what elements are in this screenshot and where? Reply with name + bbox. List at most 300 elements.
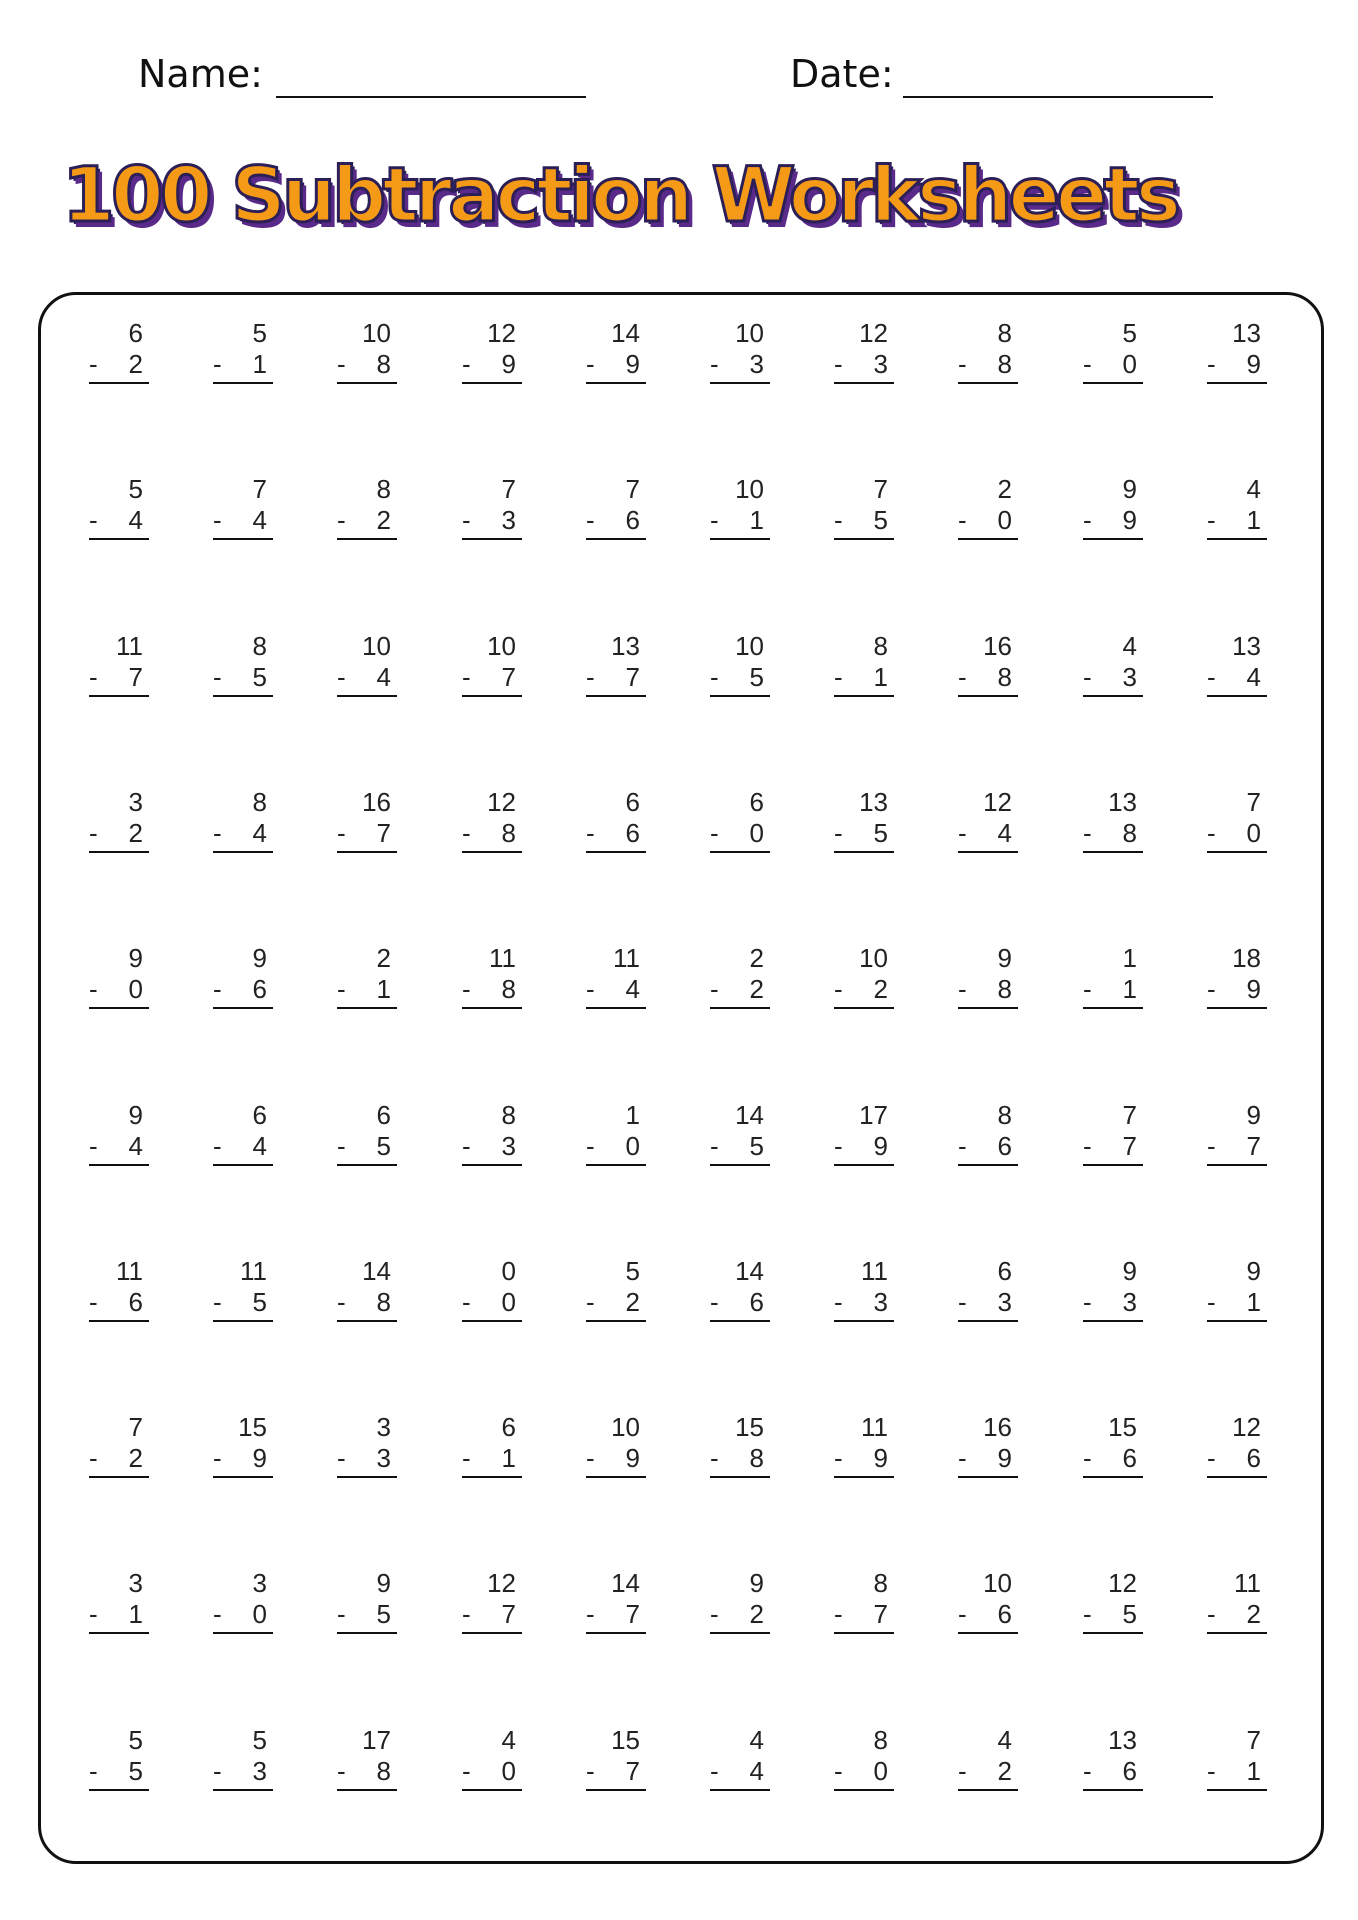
minuend: 7 [1246,1725,1261,1755]
subtrahend-row [213,1131,273,1166]
subtrahend-row [834,1443,894,1478]
minus-sign: - [710,662,719,692]
subtrahend-row [958,1287,1018,1322]
minuend: 9 [1122,474,1137,504]
minus-sign: - [337,1756,346,1786]
subtrahend-row [586,662,646,697]
minuend: 14 [735,1100,764,1130]
minuend: 7 [625,474,640,504]
subtraction-problem [710,631,770,697]
subtrahend: 8 [376,1756,391,1786]
subtrahend-row [1083,974,1143,1009]
subtrahend-row [834,1756,894,1791]
minus-sign: - [1207,505,1216,535]
minus-sign: - [462,974,471,1004]
minus-sign: - [1207,1443,1216,1473]
subtraction-problem [462,1100,522,1166]
subtrahend: 0 [252,1599,267,1629]
subtrahend: 0 [501,1287,516,1317]
date-blank-line[interactable] [903,96,1213,98]
subtrahend-row [462,1287,522,1322]
subtraction-problem [834,631,894,697]
subtraction-problem [834,1568,894,1634]
subtraction-problem [89,943,149,1009]
minuend: 9 [1246,1100,1261,1130]
subtrahend: 9 [873,1443,888,1473]
subtrahend-row [586,1756,646,1791]
subtraction-problem [586,1568,646,1634]
minus-sign: - [89,974,98,1004]
minus-sign: - [958,974,967,1004]
subtrahend: 8 [501,974,516,1004]
minus-sign: - [1207,818,1216,848]
subtrahend-row [958,505,1018,540]
minuend: 1 [1122,943,1137,973]
minuend: 12 [859,318,888,348]
subtrahend-row [958,349,1018,384]
minus-sign: - [337,662,346,692]
subtrahend: 7 [625,1756,640,1786]
minus-sign: - [710,818,719,848]
minus-sign: - [834,1756,843,1786]
subtrahend: 6 [252,974,267,1004]
minuend: 9 [128,943,143,973]
minus-sign: - [710,1599,719,1629]
subtrahend: 5 [376,1131,391,1161]
minus-sign: - [958,1443,967,1473]
minus-sign: - [462,1599,471,1629]
subtrahend-row [586,1599,646,1634]
subtrahend-row [710,1443,770,1478]
minuend: 11 [861,1412,888,1442]
minus-sign: - [586,974,595,1004]
subtrahend: 9 [873,1131,888,1161]
subtraction-problem [213,1568,273,1634]
subtrahend-row [1083,818,1143,853]
subtrahend: 0 [128,974,143,1004]
subtrahend-row [958,818,1018,853]
minuend: 10 [487,631,516,661]
minuend: 11 [116,1256,143,1286]
subtrahend: 4 [252,505,267,535]
subtrahend: 3 [252,1756,267,1786]
minuend: 9 [1246,1256,1261,1286]
minus-sign: - [834,1599,843,1629]
minus-sign: - [337,1131,346,1161]
subtrahend: 6 [997,1599,1012,1629]
minus-sign: - [710,974,719,1004]
subtraction-problem [462,1256,522,1322]
subtrahend: 0 [501,1756,516,1786]
subtrahend-row [213,1756,273,1791]
subtrahend-row [89,1443,149,1478]
subtrahend: 2 [128,349,143,379]
minuend: 8 [997,1100,1012,1130]
minuend: 3 [376,1412,391,1442]
subtrahend-row [89,505,149,540]
subtraction-problem [710,318,770,384]
minuend: 3 [128,787,143,817]
minuend: 6 [749,787,764,817]
subtrahend-row [710,1599,770,1634]
subtraction-problem [1083,1725,1143,1791]
subtrahend-row [1207,349,1267,384]
subtrahend: 7 [625,1599,640,1629]
subtrahend-row [213,1287,273,1322]
subtrahend: 7 [376,818,391,848]
subtraction-problem [586,318,646,384]
subtrahend-row [586,1287,646,1322]
minuend: 7 [1246,787,1261,817]
subtrahend: 5 [749,662,764,692]
subtrahend-row [1083,505,1143,540]
minuend: 12 [487,1568,516,1598]
subtrahend-row [462,349,522,384]
minuend: 8 [376,474,391,504]
subtrahend: 6 [749,1287,764,1317]
minus-sign: - [1207,349,1216,379]
subtrahend: 6 [625,505,640,535]
subtrahend-row [89,1287,149,1322]
subtraction-problem [710,1100,770,1166]
subtraction-problem [1083,1568,1143,1634]
subtrahend-row [462,662,522,697]
subtrahend-row [834,1287,894,1322]
subtrahend-row [1083,349,1143,384]
subtrahend-row [462,1443,522,1478]
subtrahend-row [462,818,522,853]
subtrahend-row [1083,662,1143,697]
subtrahend-row [213,818,273,853]
minuend: 10 [859,943,888,973]
minus-sign: - [89,1287,98,1317]
subtraction-problem [337,787,397,853]
minuend: 14 [735,1256,764,1286]
subtraction-problem [462,1568,522,1634]
subtrahend: 5 [1122,1599,1137,1629]
subtrahend-row [958,974,1018,1009]
minuend: 6 [501,1412,516,1442]
subtrahend: 7 [501,1599,516,1629]
subtraction-problem [89,1412,149,1478]
minuend: 7 [873,474,888,504]
minus-sign: - [710,505,719,535]
subtrahend-row [834,1131,894,1166]
subtrahend-row [710,349,770,384]
subtraction-problem [1207,318,1267,384]
subtraction-problem [337,943,397,1009]
subtrahend: 4 [625,974,640,1004]
minuend: 6 [997,1256,1012,1286]
minus-sign: - [586,1443,595,1473]
subtraction-problem [89,1725,149,1791]
subtrahend-row [337,974,397,1009]
subtrahend-row [213,1443,273,1478]
minus-sign: - [213,1443,222,1473]
minus-sign: - [586,505,595,535]
subtrahend: 1 [749,505,764,535]
subtrahend-row [337,1131,397,1166]
subtraction-problem [462,787,522,853]
subtrahend-row [89,974,149,1009]
subtrahend: 2 [749,974,764,1004]
subtrahend: 8 [749,1443,764,1473]
subtrahend-row [1207,1599,1267,1634]
minus-sign: - [337,349,346,379]
minus-sign: - [958,818,967,848]
subtrahend-row [1207,1443,1267,1478]
minus-sign: - [89,662,98,692]
subtrahend-row [586,1131,646,1166]
subtrahend: 7 [625,662,640,692]
subtrahend: 6 [1246,1443,1261,1473]
minus-sign: - [1207,662,1216,692]
subtrahend: 3 [997,1287,1012,1317]
subtraction-problem [1083,1256,1143,1322]
subtraction-problem [213,1100,273,1166]
subtraction-problem [1083,631,1143,697]
minus-sign: - [462,1287,471,1317]
subtrahend-row [710,1756,770,1791]
minus-sign: - [834,1131,843,1161]
subtraction-problem [1207,1725,1267,1791]
subtrahend-row [1207,1131,1267,1166]
subtrahend: 4 [997,818,1012,848]
subtraction-problem [958,943,1018,1009]
subtrahend-row [834,1599,894,1634]
minus-sign: - [586,1131,595,1161]
subtraction-problem [710,1568,770,1634]
subtrahend-row [1207,505,1267,540]
subtraction-problem [1207,1256,1267,1322]
minuend: 9 [1122,1256,1137,1286]
minuend: 2 [376,943,391,973]
subtraction-problem [213,943,273,1009]
subtraction-problem [710,943,770,1009]
minus-sign: - [586,1756,595,1786]
minuend: 12 [983,787,1012,817]
name-label: Name: [138,52,263,96]
minuend: 5 [252,318,267,348]
subtraction-problem [89,1256,149,1322]
subtrahend: 3 [501,505,516,535]
minuend: 12 [1108,1568,1137,1598]
subtraction-problem [337,1412,397,1478]
minus-sign: - [462,662,471,692]
minuend: 11 [240,1256,267,1286]
subtrahend: 2 [749,1599,764,1629]
minus-sign: - [1207,1287,1216,1317]
subtrahend: 0 [1246,818,1261,848]
minus-sign: - [1083,1756,1092,1786]
subtrahend: 2 [376,505,391,535]
subtrahend: 2 [997,1756,1012,1786]
subtrahend-row [586,974,646,1009]
worksheet-title: 100 Subtraction Worksheets [62,150,1178,239]
minus-sign: - [1083,1443,1092,1473]
subtraction-problem [958,1568,1018,1634]
subtraction-problem [710,1256,770,1322]
minus-sign: - [1083,349,1092,379]
minus-sign: - [213,505,222,535]
minuend: 2 [997,474,1012,504]
subtraction-problem [710,474,770,540]
subtraction-problem [1207,474,1267,540]
subtraction-problem [958,1256,1018,1322]
subtrahend: 6 [1122,1443,1137,1473]
subtrahend: 1 [873,662,888,692]
minus-sign: - [834,349,843,379]
subtraction-problem [1207,631,1267,697]
subtraction-problem [213,1256,273,1322]
subtraction-problem [89,787,149,853]
subtraction-problem [1083,1412,1143,1478]
minuend: 5 [128,1725,143,1755]
subtrahend-row [1083,1599,1143,1634]
subtrahend-row [1207,974,1267,1009]
minus-sign: - [834,1287,843,1317]
subtrahend-row [462,1756,522,1791]
minuend: 5 [1122,318,1137,348]
subtrahend-row [586,349,646,384]
subtraction-problem [462,943,522,1009]
subtraction-problem [213,631,273,697]
subtrahend: 5 [376,1599,391,1629]
subtrahend-row [337,349,397,384]
subtrahend-row [462,505,522,540]
subtrahend-row [1207,818,1267,853]
subtrahend: 5 [252,662,267,692]
subtrahend: 9 [252,1443,267,1473]
subtrahend: 8 [376,349,391,379]
subtrahend-row [337,1443,397,1478]
minuend: 5 [128,474,143,504]
minuend: 16 [362,787,391,817]
subtraction-problem [337,474,397,540]
minus-sign: - [1207,1599,1216,1629]
minuend: 4 [1122,631,1137,661]
subtraction-problem [834,1256,894,1322]
minuend: 12 [487,787,516,817]
subtrahend: 4 [749,1756,764,1786]
subtrahend-row [1083,1287,1143,1322]
subtraction-problem [958,318,1018,384]
subtraction-problem [89,1568,149,1634]
subtrahend: 3 [873,1287,888,1317]
subtraction-problem [1083,787,1143,853]
subtrahend: 4 [1246,662,1261,692]
minuend: 16 [983,631,1012,661]
minus-sign: - [710,1131,719,1161]
name-blank-line[interactable] [276,96,586,98]
subtrahend-row [710,1131,770,1166]
minus-sign: - [710,349,719,379]
subtraction-problem [586,787,646,853]
minus-sign: - [1083,1287,1092,1317]
subtrahend: 1 [1122,974,1137,1004]
minuend: 1 [625,1100,640,1130]
minuend: 7 [252,474,267,504]
minuend: 11 [1234,1568,1261,1598]
subtrahend: 8 [997,349,1012,379]
subtrahend-row [710,818,770,853]
minuend: 13 [1232,631,1261,661]
subtrahend-row [89,1599,149,1634]
subtraction-problem [337,1568,397,1634]
minuend: 17 [859,1100,888,1130]
minuend: 10 [735,318,764,348]
minus-sign: - [586,1287,595,1317]
subtrahend-row [834,974,894,1009]
subtraction-problem [1207,1568,1267,1634]
subtrahend: 4 [128,505,143,535]
subtraction-problem [462,631,522,697]
minus-sign: - [1083,974,1092,1004]
subtrahend: 1 [252,349,267,379]
minuend: 8 [997,318,1012,348]
subtraction-problem [586,1412,646,1478]
minus-sign: - [834,1443,843,1473]
subtrahend: 9 [1122,505,1137,535]
minus-sign: - [834,505,843,535]
subtrahend: 3 [376,1443,391,1473]
subtrahend: 3 [1122,662,1137,692]
subtrahend: 2 [1246,1599,1261,1629]
minus-sign: - [958,1756,967,1786]
subtrahend-row [89,818,149,853]
minuend: 17 [362,1725,391,1755]
subtrahend: 3 [873,349,888,379]
subtraction-problem [1083,943,1143,1009]
minuend: 10 [362,631,391,661]
minus-sign: - [586,662,595,692]
subtrahend: 1 [501,1443,516,1473]
subtrahend: 0 [873,1756,888,1786]
subtrahend: 3 [1122,1287,1137,1317]
minuend: 13 [1108,1725,1137,1755]
subtrahend: 2 [873,974,888,1004]
minuend: 15 [238,1412,267,1442]
subtrahend: 7 [501,662,516,692]
minuend: 6 [376,1100,391,1130]
minuend: 7 [128,1412,143,1442]
subtraction-problem [89,474,149,540]
minus-sign: - [462,1756,471,1786]
minuend: 11 [861,1256,888,1286]
subtrahend-row [586,1443,646,1478]
minuend: 14 [611,318,640,348]
subtrahend-row [958,662,1018,697]
subtrahend-row [337,818,397,853]
minuend: 5 [252,1725,267,1755]
subtrahend-row [710,505,770,540]
subtrahend: 1 [1246,505,1261,535]
subtraction-problem [213,474,273,540]
subtrahend-row [958,1756,1018,1791]
minuend: 13 [611,631,640,661]
subtraction-problem [213,318,273,384]
minus-sign: - [586,349,595,379]
minus-sign: - [1207,1756,1216,1786]
subtrahend: 5 [873,505,888,535]
subtrahend-row [462,1131,522,1166]
minuend: 3 [252,1568,267,1598]
minus-sign: - [462,505,471,535]
subtrahend: 7 [1122,1131,1137,1161]
subtraction-problem [1083,474,1143,540]
minuend: 10 [735,631,764,661]
minus-sign: - [462,1443,471,1473]
